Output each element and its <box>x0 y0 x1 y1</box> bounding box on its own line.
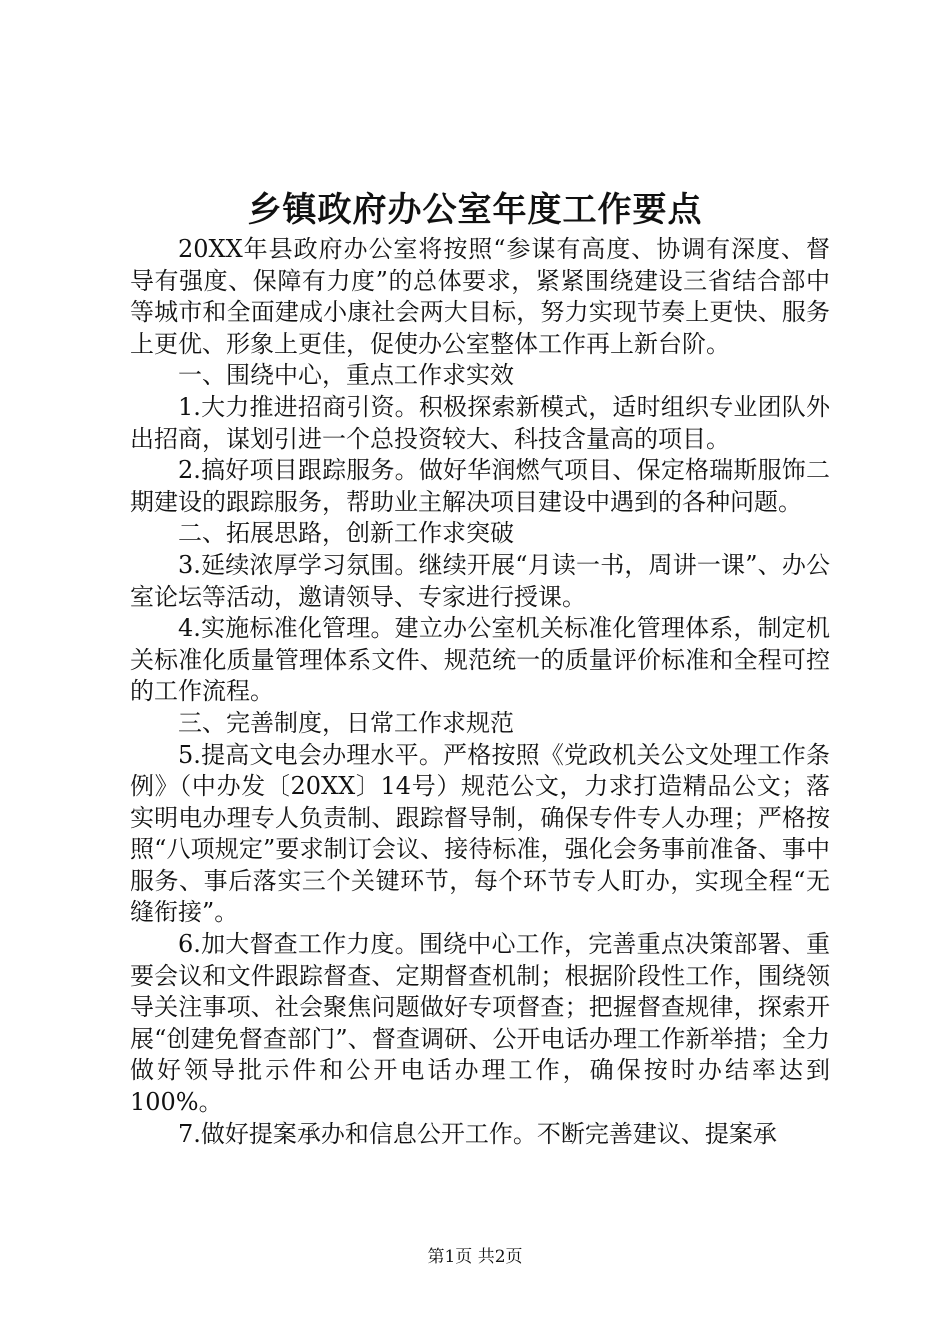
page-footer <box>0 1246 950 1268</box>
item-paragraph-2: 2.搞好项目跟踪服务。做好华润燃气项目、保定格瑞斯服饰二期建设的跟踪服务，帮助业主解决项目建设中遇到的各种问题。 <box>130 456 830 516</box>
section-heading-3: 三、完善制度，日常工作求规范 <box>178 708 514 737</box>
section-heading-2: 二、拓展思路，创新工作求突破 <box>178 519 514 548</box>
item-paragraph-3: 3.延续浓厚学习氛围。继续开展“月读一书，周讲一课”、办公室论坛等活动，邀请领导、专家进行授课。 <box>130 550 830 611</box>
document-title: 乡镇政府办公室年度工作要点 <box>247 190 703 230</box>
page-number: 第1页 共2页 <box>427 1247 523 1267</box>
section-heading-1: 一、围绕中心，重点工作求实效 <box>178 361 514 390</box>
item-paragraph-1: 1.大力推进招商引资。积极探索新模式，适时组织专业团队外出招商，谋划引进一个总投资较大、科技含量高的项目。 <box>130 392 830 453</box>
item-paragraph-4: 4.实施标准化管理。建立办公室机关标准化管理体系，制定机关标准化质量管理体系文件、规范统一的质量评价标准和全程可控的工作流程。 <box>130 614 830 706</box>
document-body <box>130 234 830 1150</box>
item-paragraph-5: 5.提高文电会办理水平。严格按照《党政机关公文处理工作条例》（中办发〔20XX〕14号）规范公文，力求打造精品公文；落实明电办理专人负责制、跟踪督导制，确保专件专人办理；严格按照“八项规定”要求制订会议、接待标准，强化会务事前准备、事中服务、事后落实三个关键环节，每个环节专人盯办，实现全程“无缝衔接”。 <box>130 740 830 927</box>
item-paragraph-6: 6.加大督查工作力度。围绕中心工作，完善重点决策部署、重要会议和文件跟踪督查、定期督查机制；根据阶段性工作，围绕领导关注事项、社会聚焦问题做好专项督查；把握督查规律，探索开展“创建免督查部门”、督查调研、公开电话办理工作新举措；全力做好领导批示件和公开电话办理工作，确保按时办结率达到100%。 <box>130 930 830 1117</box>
item-paragraph-7: 7.做好提案承办和信息公开工作。不断完善建议、提案承 <box>178 1119 777 1148</box>
intro-paragraph: 20XX年县政府办公室将按照“参谋有高度、协调有深度、督导有强度、保障有力度”的总体要求，紧紧围绕建设三省结合部中等城市和全面建成小康社会两大目标，努力实现节奏上更快、服务上更优、形象上更佳，促使办公室整体工作再上新台阶。 <box>130 235 830 358</box>
